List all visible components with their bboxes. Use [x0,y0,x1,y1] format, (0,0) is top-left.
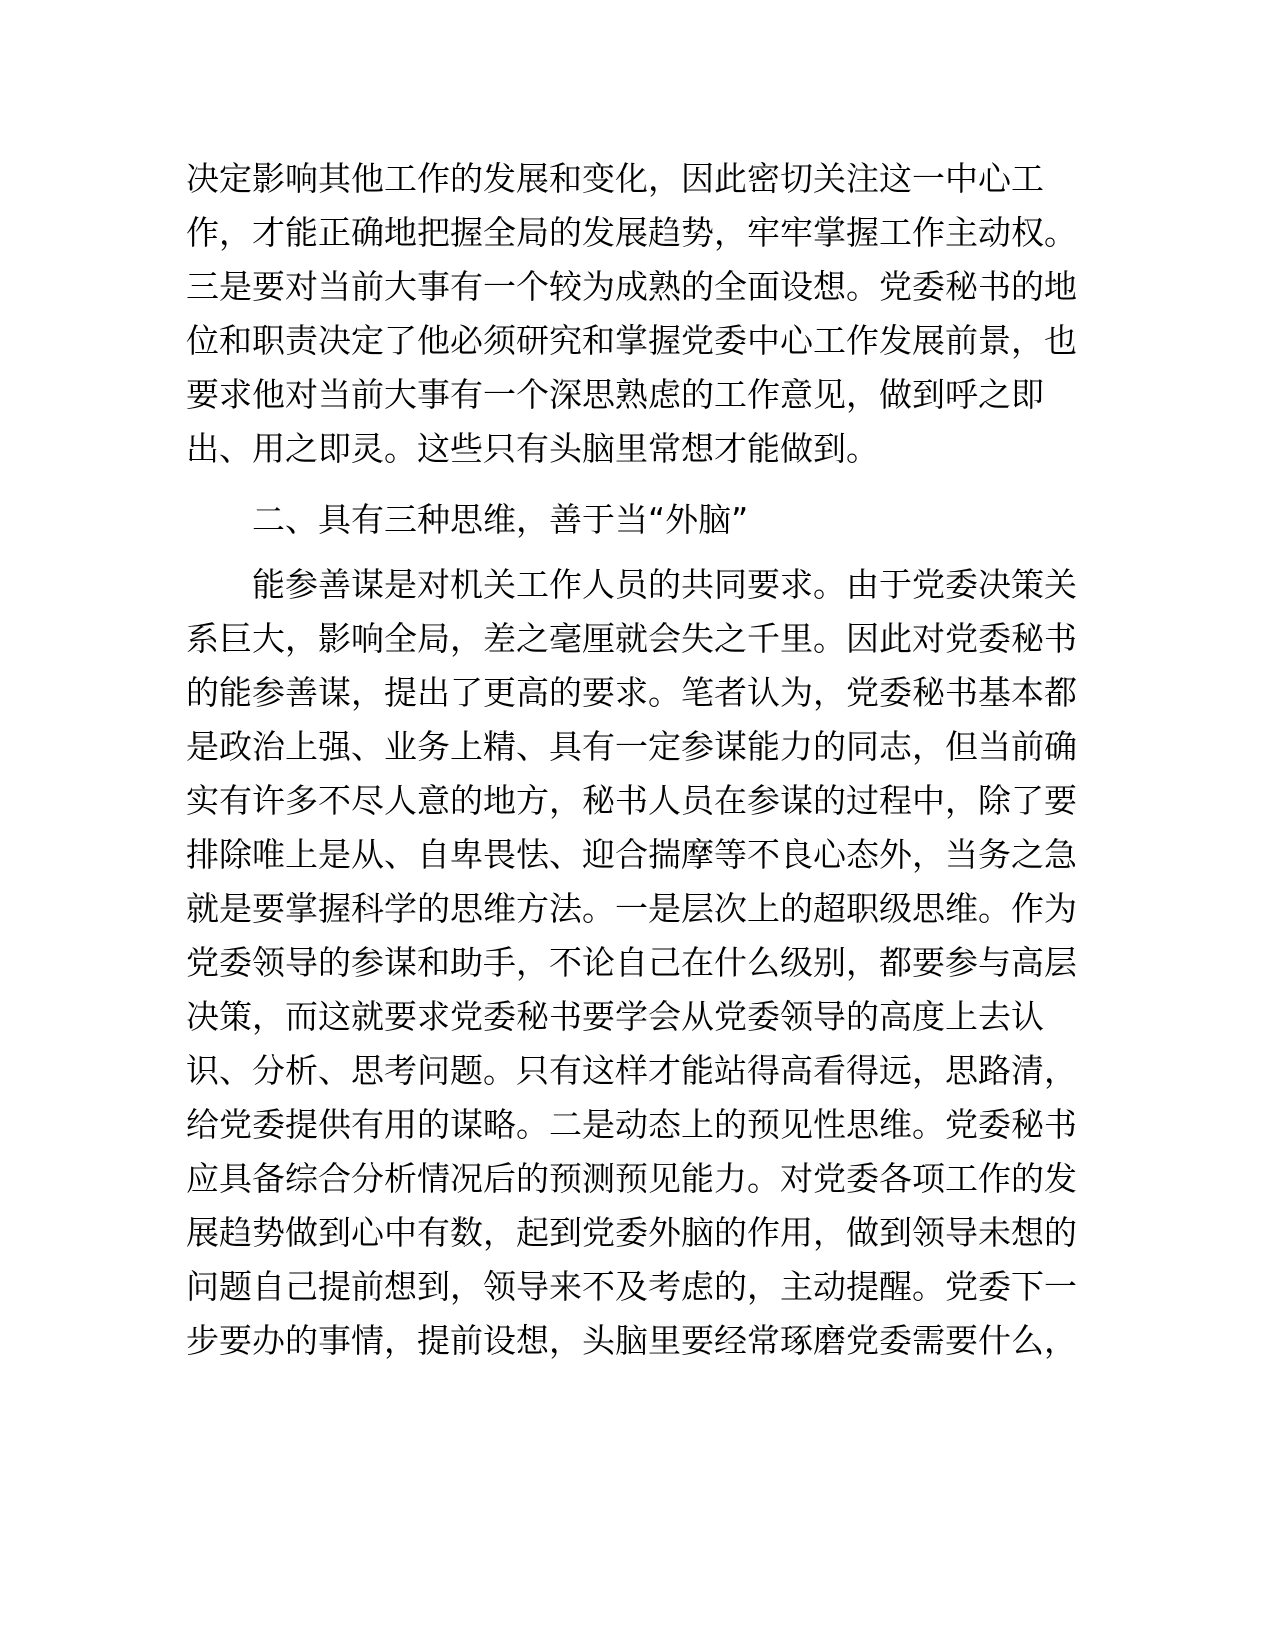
text-line: 识、分析、思考问题。只有这样才能站得高看得远，思路清， [186,1051,1077,1090]
text-line: 给党委提供有用的谋略。二是动态上的预见性思维。党委秘书 [186,1105,1077,1144]
text-line: 的能参善谋，提出了更高的要求。笔者认为，党委秘书基本都 [186,673,1077,712]
text-line: 三是要对当前大事有一个较为成熟的全面设想。党委秘书的地 [186,267,1077,306]
text-line: 问题自己提前想到，领导来不及考虑的，主动提醒。党委下一 [186,1267,1077,1306]
text-line: 实有许多不尽人意的地方，秘书人员在参谋的过程中，除了要 [186,781,1077,820]
text-line: 系巨大，影响全局，差之毫厘就会失之千里。因此对党委秘书 [186,619,1077,658]
text-line: 位和职责决定了他必须研究和掌握党委中心工作发展前景，也 [186,321,1077,360]
text-line: 作，才能正确地把握全局的发展趋势，牢牢掌握工作主动权。 [186,213,1077,252]
text-line: 党委领导的参谋和助手，不论自己在什么级别，都要参与高层 [186,943,1077,982]
text-line: 展趋势做到心中有数，起到党委外脑的作用，做到领导未想的 [186,1213,1077,1252]
text-line: 应具备综合分析情况后的预测预见能力。对党委各项工作的发 [186,1159,1077,1198]
text-line: 步要办的事情，提前设想，头脑里要经常琢磨党委需要什么， [186,1321,1077,1360]
text-line: 就是要掌握科学的思维方法。一是层次上的超职级思维。作为 [186,889,1077,928]
text-line: 决策，而这就要求党委秘书要学会从党委领导的高度上去认 [186,997,1044,1036]
text-line: 能参善谋是对机关工作人员的共同要求。由于党委决策关 [252,565,1077,604]
text-line: 出、用之即灵。这些只有头脑里常想才能做到。 [186,429,879,468]
text-line: 排除唯上是从、自卑畏怯、迎合揣摩等不良心态外，当务之急 [186,835,1077,874]
text-line: 决定影响其他工作的发展和变化，因此密切关注这一中心工 [186,159,1044,198]
text-line: 要求他对当前大事有一个深思熟虑的工作意见，做到呼之即 [186,375,1044,414]
text-line: 是政治上强、业务上精、具有一定参谋能力的同志，但当前确 [186,727,1077,766]
section-heading: 二、具有三种思维，善于当“外脑” [252,500,749,539]
